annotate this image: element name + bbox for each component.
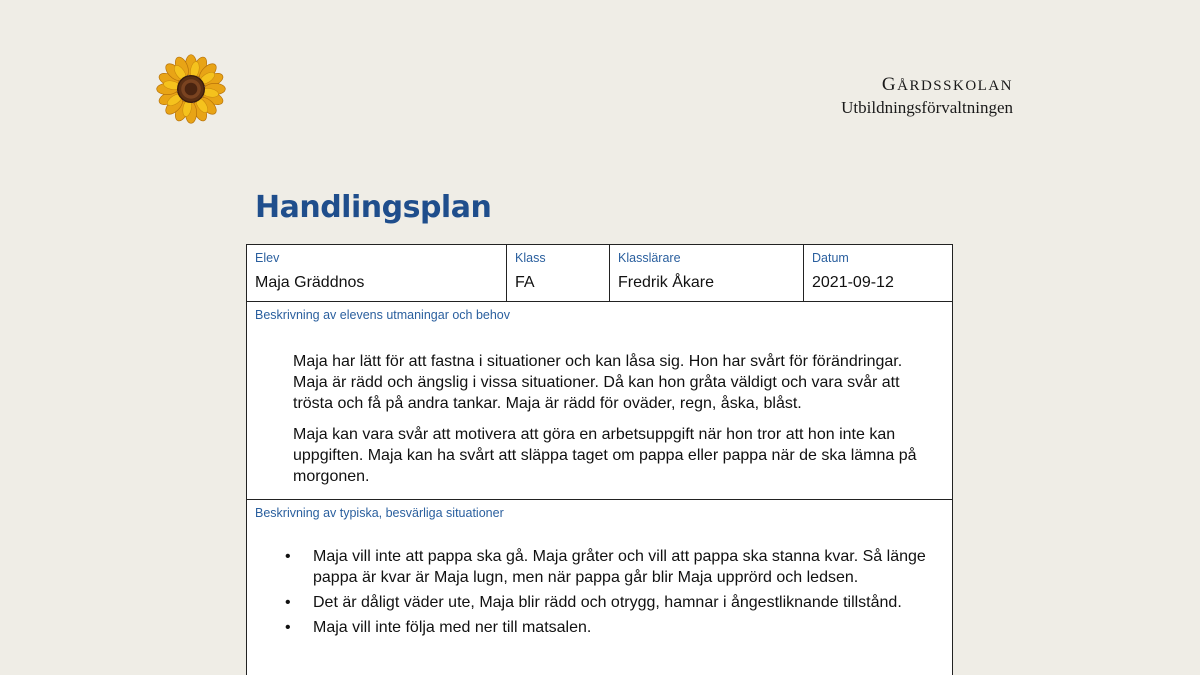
teacher-cell	[610, 245, 804, 301]
date-value: 2021-09-12	[812, 274, 894, 291]
school-name	[841, 74, 1013, 97]
sunflower-icon	[156, 54, 226, 124]
challenges-section	[247, 302, 952, 500]
page-title: Handlingsplan	[255, 190, 492, 225]
student-cell	[247, 245, 507, 301]
challenges-paragraph: Maja har lätt för att fastna i situationer och kan låsa sig. Hon har svårt för förändringar. Maja är rädd och ängslig i vissa situationer. Då kan hon gråta väldigt och vara svår att trösta och få på andra tankar. Maja är rädd för oväder, regn, åska, blåst.	[293, 353, 903, 412]
date-label: Datum	[812, 251, 849, 265]
teacher-value: Fredrik Åkare	[618, 274, 715, 291]
teacher-label: Klasslärare	[618, 251, 681, 265]
class-value: FA	[515, 274, 535, 291]
class-label: Klass	[515, 251, 546, 265]
department-name: Utbildningsförvaltningen	[841, 98, 1013, 117]
school-name-rest: ÅRDSSKOLAN	[897, 78, 1013, 94]
challenges-paragraph: Maja kan vara svår att motivera att göra en arbetsuppgift när hon tror att hon inte kan uppgiften. Maja kan ha svårt att släppa taget om pappa eller pappa när de ska lämna på morgonen.	[293, 426, 917, 485]
action-plan-form	[246, 244, 953, 675]
situations-label: Beskrivning av typiska, besvärliga situationer	[255, 506, 504, 520]
situations-list	[255, 546, 944, 638]
school-name-initial: G	[881, 74, 898, 95]
list-item: • Maja vill inte att pappa ska gå. Maja gråter och vill att pappa ska stanna kvar. Så länge pappa är kvar är Maja lugn, men när pappa går blir Maja upprörd och ledsen.	[285, 546, 941, 588]
list-item: • Maja vill inte följa med ner till matsalen.	[285, 617, 941, 638]
student-info-row	[247, 245, 952, 302]
organisation-header	[841, 74, 1013, 119]
challenges-label: Beskrivning av elevens utmaningar och behov	[255, 308, 511, 322]
student-label: Elev	[255, 251, 280, 265]
situations-section	[247, 500, 952, 638]
date-cell	[804, 245, 952, 301]
student-value: Maja Gräddnos	[255, 274, 365, 291]
list-item: • Det är dåligt väder ute, Maja blir rädd och otrygg, hamnar i ångestliknande tillstånd.	[285, 592, 941, 613]
challenges-body	[293, 351, 918, 487]
class-cell	[507, 245, 610, 301]
